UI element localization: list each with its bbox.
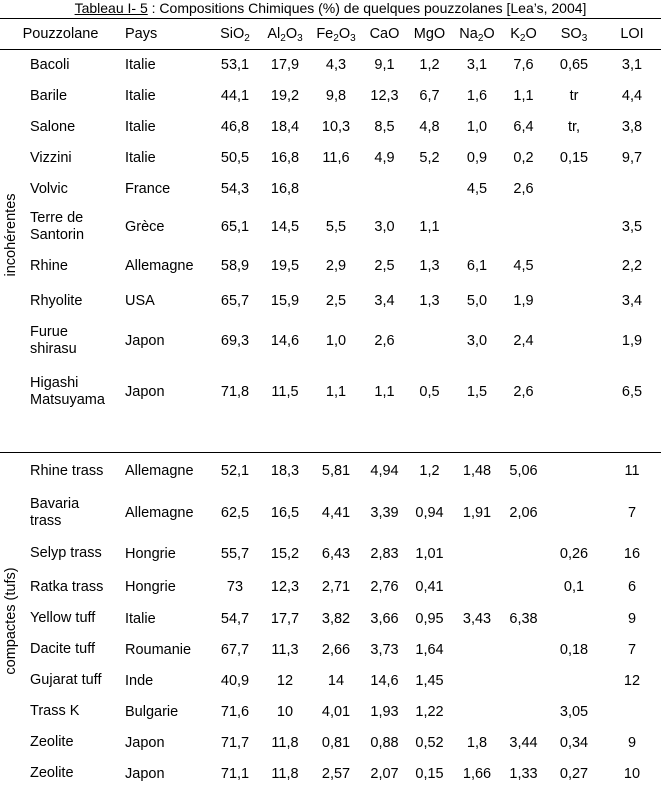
- value-so3: [545, 665, 603, 696]
- value-sio2: 71,1: [210, 758, 260, 789]
- group-separator: [0, 421, 661, 453]
- value-al2o3: 19,2: [260, 81, 310, 112]
- pouzzolane-name-line: Rhine trass: [30, 463, 121, 480]
- table-row: [0, 112, 661, 143]
- value-k2o: [502, 696, 545, 727]
- value-mgo: 1,45: [407, 665, 452, 696]
- value-cao: 3,4: [362, 284, 407, 319]
- value-na2o: 1,5: [452, 363, 502, 421]
- col-header-sio2: SiO$_2$: [210, 19, 260, 50]
- pouzzolane-name-line: Santorin: [30, 227, 121, 244]
- table-row: [0, 727, 661, 758]
- pouzzolane-name: [22, 284, 121, 319]
- table-row: [0, 143, 661, 174]
- col-header-pays: Pays: [121, 19, 210, 50]
- pouzzolane-name: [22, 81, 121, 112]
- col-header-so3: $SO_3$: [545, 19, 603, 50]
- value-sio2: 65,7: [210, 284, 260, 319]
- value-mgo: 5,2: [407, 143, 452, 174]
- value-na2o: 1,48: [452, 452, 502, 490]
- table-row: [0, 665, 661, 696]
- pays-cell: Japon: [121, 363, 210, 421]
- value-fe2o3: 14: [310, 665, 362, 696]
- value-k2o: [502, 665, 545, 696]
- value-na2o: 1,6: [452, 81, 502, 112]
- value-loi: 12: [603, 665, 661, 696]
- value-loi: 3,1: [603, 50, 661, 81]
- value-fe2o3: 2,66: [310, 634, 362, 665]
- pays-cell: Italie: [121, 112, 210, 143]
- value-mgo: 6,7: [407, 81, 452, 112]
- value-na2o: 3,0: [452, 319, 502, 363]
- pouzzolane-name-line: Bacoli: [30, 57, 121, 74]
- pouzzolane-name: [22, 205, 121, 249]
- value-fe2o3: 2,57: [310, 758, 362, 789]
- table-row: [0, 696, 661, 727]
- value-loi: 9: [603, 603, 661, 634]
- value-so3: [545, 452, 603, 490]
- value-al2o3: 11,3: [260, 634, 310, 665]
- table-row: [0, 81, 661, 112]
- value-k2o: 6,4: [502, 112, 545, 143]
- pays-cell: Bulgarie: [121, 696, 210, 727]
- value-sio2: 67,7: [210, 634, 260, 665]
- value-fe2o3: 4,41: [310, 490, 362, 536]
- value-so3: [545, 249, 603, 284]
- value-k2o: 2,6: [502, 363, 545, 421]
- value-na2o: 3,1: [452, 50, 502, 81]
- value-cao: 4,94: [362, 452, 407, 490]
- value-so3: tr: [545, 81, 603, 112]
- table-row: [0, 634, 661, 665]
- value-loi: 1,9: [603, 319, 661, 363]
- value-sio2: 54,7: [210, 603, 260, 634]
- pouzzolane-name-line: trass: [30, 513, 121, 530]
- group-label: incohérentes: [3, 194, 19, 277]
- pouzzolane-name: [22, 319, 121, 363]
- value-mgo: 1,22: [407, 696, 452, 727]
- value-al2o3: 19,5: [260, 249, 310, 284]
- value-sio2: 54,3: [210, 174, 260, 205]
- value-cao: 12,3: [362, 81, 407, 112]
- pouzzolane-name: [22, 174, 121, 205]
- table-caption-label: Tableau I- 5: [75, 0, 148, 16]
- value-so3: [545, 319, 603, 363]
- value-sio2: 55,7: [210, 536, 260, 571]
- value-loi: 7: [603, 490, 661, 536]
- value-al2o3: 15,9: [260, 284, 310, 319]
- value-fe2o3: [310, 174, 362, 205]
- pays-cell: Roumanie: [121, 634, 210, 665]
- table-row: [0, 571, 661, 603]
- value-cao: 2,6: [362, 319, 407, 363]
- value-mgo: 0,5: [407, 363, 452, 421]
- table-row: [0, 490, 661, 536]
- pouzzolane-name-line: Salone: [30, 119, 121, 136]
- pays-cell: Allemagne: [121, 490, 210, 536]
- table-caption-text: : Compositions Chimiques (%) de quelques pouzzolanes [Lea’s, 2004]: [148, 0, 587, 16]
- pouzzolane-name-line: Higashi: [30, 375, 121, 392]
- value-cao: 2,83: [362, 536, 407, 571]
- value-k2o: [502, 571, 545, 603]
- value-k2o: [502, 205, 545, 249]
- value-al2o3: 18,4: [260, 112, 310, 143]
- value-so3: [545, 490, 603, 536]
- pouzzolane-name-line: Zeolite: [30, 765, 121, 782]
- value-cao: 2,76: [362, 571, 407, 603]
- pouzzolane-name: [22, 452, 121, 490]
- value-mgo: 4,8: [407, 112, 452, 143]
- value-na2o: 3,43: [452, 603, 502, 634]
- value-na2o: [452, 634, 502, 665]
- value-loi: 3,8: [603, 112, 661, 143]
- value-so3: 0,18: [545, 634, 603, 665]
- pouzzolane-name-line: Terre de: [30, 210, 121, 227]
- pays-cell: Grèce: [121, 205, 210, 249]
- pays-cell: Italie: [121, 81, 210, 112]
- value-sio2: 71,7: [210, 727, 260, 758]
- value-loi: 4,4: [603, 81, 661, 112]
- value-cao: 3,73: [362, 634, 407, 665]
- pouzzolane-name-line: Rhine: [30, 258, 121, 275]
- pouzzolane-name-line: Yellow tuff: [30, 610, 121, 627]
- value-sio2: 73: [210, 571, 260, 603]
- pays-cell: Italie: [121, 603, 210, 634]
- value-fe2o3: 4,3: [310, 50, 362, 81]
- value-so3: 0,26: [545, 536, 603, 571]
- table-row: [0, 758, 661, 789]
- value-na2o: 0,9: [452, 143, 502, 174]
- value-na2o: 1,8: [452, 727, 502, 758]
- value-k2o: 2,4: [502, 319, 545, 363]
- pouzzolane-name: [22, 249, 121, 284]
- header-row: [0, 19, 661, 50]
- pays-cell: USA: [121, 284, 210, 319]
- value-loi: 3,4: [603, 284, 661, 319]
- value-fe2o3: 1,0: [310, 319, 362, 363]
- value-sio2: 50,5: [210, 143, 260, 174]
- col-header-k2o: $K_2O$: [502, 19, 545, 50]
- value-sio2: 44,1: [210, 81, 260, 112]
- value-mgo: [407, 174, 452, 205]
- value-fe2o3: 0,81: [310, 727, 362, 758]
- value-fe2o3: 2,5: [310, 284, 362, 319]
- table-row: [0, 205, 661, 249]
- pouzzolane-name: [22, 50, 121, 81]
- value-sio2: 53,1: [210, 50, 260, 81]
- value-sio2: 71,8: [210, 363, 260, 421]
- value-k2o: 1,1: [502, 81, 545, 112]
- pouzzolane-name: [22, 571, 121, 603]
- value-na2o: 1,0: [452, 112, 502, 143]
- value-loi: 16: [603, 536, 661, 571]
- pouzzolane-name-line: Matsuyama: [30, 392, 121, 409]
- pouzzolane-name: [22, 490, 121, 536]
- col-header-pouzzolane: Pouzzolane: [0, 19, 121, 50]
- value-k2o: 1,33: [502, 758, 545, 789]
- pays-cell: France: [121, 174, 210, 205]
- pouzzolane-name-line: Volvic: [30, 181, 121, 198]
- value-al2o3: 15,2: [260, 536, 310, 571]
- value-k2o: 4,5: [502, 249, 545, 284]
- pouzzolane-name-line: Rhyolite: [30, 293, 121, 310]
- value-loi: 7: [603, 634, 661, 665]
- value-fe2o3: 2,71: [310, 571, 362, 603]
- value-na2o: [452, 571, 502, 603]
- value-so3: [545, 363, 603, 421]
- value-fe2o3: 9,8: [310, 81, 362, 112]
- pouzzolane-name-line: Trass K: [30, 703, 121, 720]
- value-al2o3: 18,3: [260, 452, 310, 490]
- value-al2o3: 12: [260, 665, 310, 696]
- value-sio2: 40,9: [210, 665, 260, 696]
- value-na2o: [452, 536, 502, 571]
- value-cao: 4,9: [362, 143, 407, 174]
- pays-cell: Italie: [121, 50, 210, 81]
- pouzzolane-name-line: Furue: [30, 324, 121, 341]
- value-na2o: [452, 205, 502, 249]
- group-label-cell: [0, 50, 22, 421]
- value-mgo: 0,95: [407, 603, 452, 634]
- pays-cell: Japon: [121, 727, 210, 758]
- value-sio2: 71,6: [210, 696, 260, 727]
- value-loi: 3,5: [603, 205, 661, 249]
- value-so3: [545, 205, 603, 249]
- value-fe2o3: 4,01: [310, 696, 362, 727]
- value-al2o3: 11,8: [260, 727, 310, 758]
- value-na2o: 5,0: [452, 284, 502, 319]
- col-header-al2o3: $Al_2O_3$: [260, 19, 310, 50]
- pouzzolane-name: [22, 112, 121, 143]
- pouzzolane-name: [22, 143, 121, 174]
- value-al2o3: 10: [260, 696, 310, 727]
- pouzzolane-name: [22, 727, 121, 758]
- value-loi: 6: [603, 571, 661, 603]
- value-na2o: 4,5: [452, 174, 502, 205]
- value-al2o3: 16,5: [260, 490, 310, 536]
- pouzzolane-name-line: Selyp trass: [30, 545, 121, 562]
- value-sio2: 65,1: [210, 205, 260, 249]
- table-row: [0, 363, 661, 421]
- composition-table: [0, 18, 661, 789]
- col-header-fe2o3: $Fe_2O_3$: [310, 19, 362, 50]
- value-al2o3: 14,5: [260, 205, 310, 249]
- table-row: [0, 50, 661, 81]
- pouzzolane-name-line: shirasu: [30, 341, 121, 358]
- value-al2o3: 12,3: [260, 571, 310, 603]
- value-fe2o3: 10,3: [310, 112, 362, 143]
- pouzzolane-name-line: Dacite tuff: [30, 641, 121, 658]
- value-so3: 0,65: [545, 50, 603, 81]
- value-mgo: 1,3: [407, 249, 452, 284]
- value-sio2: 69,3: [210, 319, 260, 363]
- pouzzolane-name: [22, 665, 121, 696]
- col-header-cao: CaO: [362, 19, 407, 50]
- pays-cell: Hongrie: [121, 536, 210, 571]
- value-cao: 3,39: [362, 490, 407, 536]
- value-cao: 3,0: [362, 205, 407, 249]
- value-k2o: 2,6: [502, 174, 545, 205]
- table-row: [0, 452, 661, 490]
- pouzzolane-name: [22, 758, 121, 789]
- value-k2o: 0,2: [502, 143, 545, 174]
- value-so3: 0,27: [545, 758, 603, 789]
- value-fe2o3: 1,1: [310, 363, 362, 421]
- value-mgo: 1,2: [407, 50, 452, 81]
- pouzzolane-name: [22, 536, 121, 571]
- value-mgo: 1,1: [407, 205, 452, 249]
- value-loi: [603, 696, 661, 727]
- pouzzolane-name: [22, 634, 121, 665]
- value-k2o: 7,6: [502, 50, 545, 81]
- value-k2o: [502, 634, 545, 665]
- pays-cell: Allemagne: [121, 452, 210, 490]
- value-mgo: 1,3: [407, 284, 452, 319]
- value-fe2o3: 2,9: [310, 249, 362, 284]
- pouzzolane-name-line: Vizzini: [30, 150, 121, 167]
- value-mgo: 1,2: [407, 452, 452, 490]
- pouzzolane-name-line: Gujarat tuff: [30, 672, 121, 689]
- value-al2o3: 16,8: [260, 174, 310, 205]
- pouzzolane-name-line: Ratka trass: [30, 579, 121, 596]
- table-row: [0, 536, 661, 571]
- value-so3: tr,: [545, 112, 603, 143]
- group-label: compactes (tufs): [3, 567, 19, 674]
- value-cao: 8,5: [362, 112, 407, 143]
- value-so3: 0,34: [545, 727, 603, 758]
- value-mgo: 0,41: [407, 571, 452, 603]
- value-cao: 2,5: [362, 249, 407, 284]
- value-sio2: 58,9: [210, 249, 260, 284]
- value-al2o3: 17,9: [260, 50, 310, 81]
- value-sio2: 46,8: [210, 112, 260, 143]
- col-header-mgo: MgO: [407, 19, 452, 50]
- table-row: [0, 284, 661, 319]
- pays-cell: Allemagne: [121, 249, 210, 284]
- value-k2o: 2,06: [502, 490, 545, 536]
- table-row: [0, 603, 661, 634]
- value-k2o: [502, 536, 545, 571]
- value-loi: 9: [603, 727, 661, 758]
- value-fe2o3: 5,81: [310, 452, 362, 490]
- pays-cell: Japon: [121, 758, 210, 789]
- value-loi: 2,2: [603, 249, 661, 284]
- pouzzolane-name: [22, 696, 121, 727]
- pouzzolane-name: [22, 603, 121, 634]
- value-cao: 3,66: [362, 603, 407, 634]
- value-so3: [545, 603, 603, 634]
- value-na2o: 1,91: [452, 490, 502, 536]
- value-cao: 1,93: [362, 696, 407, 727]
- value-fe2o3: 11,6: [310, 143, 362, 174]
- value-loi: 11: [603, 452, 661, 490]
- col-header-na2o: $Na_2O$: [452, 19, 502, 50]
- value-so3: [545, 284, 603, 319]
- value-mgo: 1,01: [407, 536, 452, 571]
- value-sio2: 62,5: [210, 490, 260, 536]
- value-cao: 9,1: [362, 50, 407, 81]
- table-row: [0, 174, 661, 205]
- value-na2o: [452, 696, 502, 727]
- value-loi: 9,7: [603, 143, 661, 174]
- value-al2o3: 16,8: [260, 143, 310, 174]
- value-mgo: 0,52: [407, 727, 452, 758]
- value-so3: 0,15: [545, 143, 603, 174]
- value-loi: 6,5: [603, 363, 661, 421]
- value-fe2o3: 5,5: [310, 205, 362, 249]
- value-na2o: [452, 665, 502, 696]
- col-header-loi: LOI: [603, 19, 661, 50]
- value-mgo: 0,94: [407, 490, 452, 536]
- table-body: [0, 50, 661, 789]
- value-k2o: 6,38: [502, 603, 545, 634]
- value-sio2: 52,1: [210, 452, 260, 490]
- value-so3: [545, 174, 603, 205]
- value-cao: 2,07: [362, 758, 407, 789]
- pays-cell: Hongrie: [121, 571, 210, 603]
- pouzzolane-name-line: Barile: [30, 88, 121, 105]
- value-mgo: [407, 319, 452, 363]
- pays-cell: Inde: [121, 665, 210, 696]
- pays-cell: Italie: [121, 143, 210, 174]
- pays-cell: Japon: [121, 319, 210, 363]
- pouzzolane-name-line: Zeolite: [30, 734, 121, 751]
- value-al2o3: 11,8: [260, 758, 310, 789]
- value-fe2o3: 3,82: [310, 603, 362, 634]
- value-mgo: 1,64: [407, 634, 452, 665]
- pouzzolane-name-line: Bavaria: [30, 496, 121, 513]
- value-loi: 10: [603, 758, 661, 789]
- value-so3: 0,1: [545, 571, 603, 603]
- value-al2o3: 14,6: [260, 319, 310, 363]
- value-mgo: 0,15: [407, 758, 452, 789]
- value-al2o3: 17,7: [260, 603, 310, 634]
- value-cao: [362, 174, 407, 205]
- value-na2o: 1,66: [452, 758, 502, 789]
- value-k2o: 5,06: [502, 452, 545, 490]
- value-k2o: 3,44: [502, 727, 545, 758]
- pouzzolane-name: [22, 363, 121, 421]
- value-cao: 0,88: [362, 727, 407, 758]
- value-na2o: 6,1: [452, 249, 502, 284]
- value-fe2o3: 6,43: [310, 536, 362, 571]
- value-k2o: 1,9: [502, 284, 545, 319]
- value-cao: 14,6: [362, 665, 407, 696]
- value-loi: [603, 174, 661, 205]
- table-row: [0, 249, 661, 284]
- table-row: [0, 319, 661, 363]
- value-so3: 3,05: [545, 696, 603, 727]
- value-cao: 1,1: [362, 363, 407, 421]
- table-caption: [0, 0, 661, 16]
- value-al2o3: 11,5: [260, 363, 310, 421]
- group-label-cell: [0, 452, 22, 789]
